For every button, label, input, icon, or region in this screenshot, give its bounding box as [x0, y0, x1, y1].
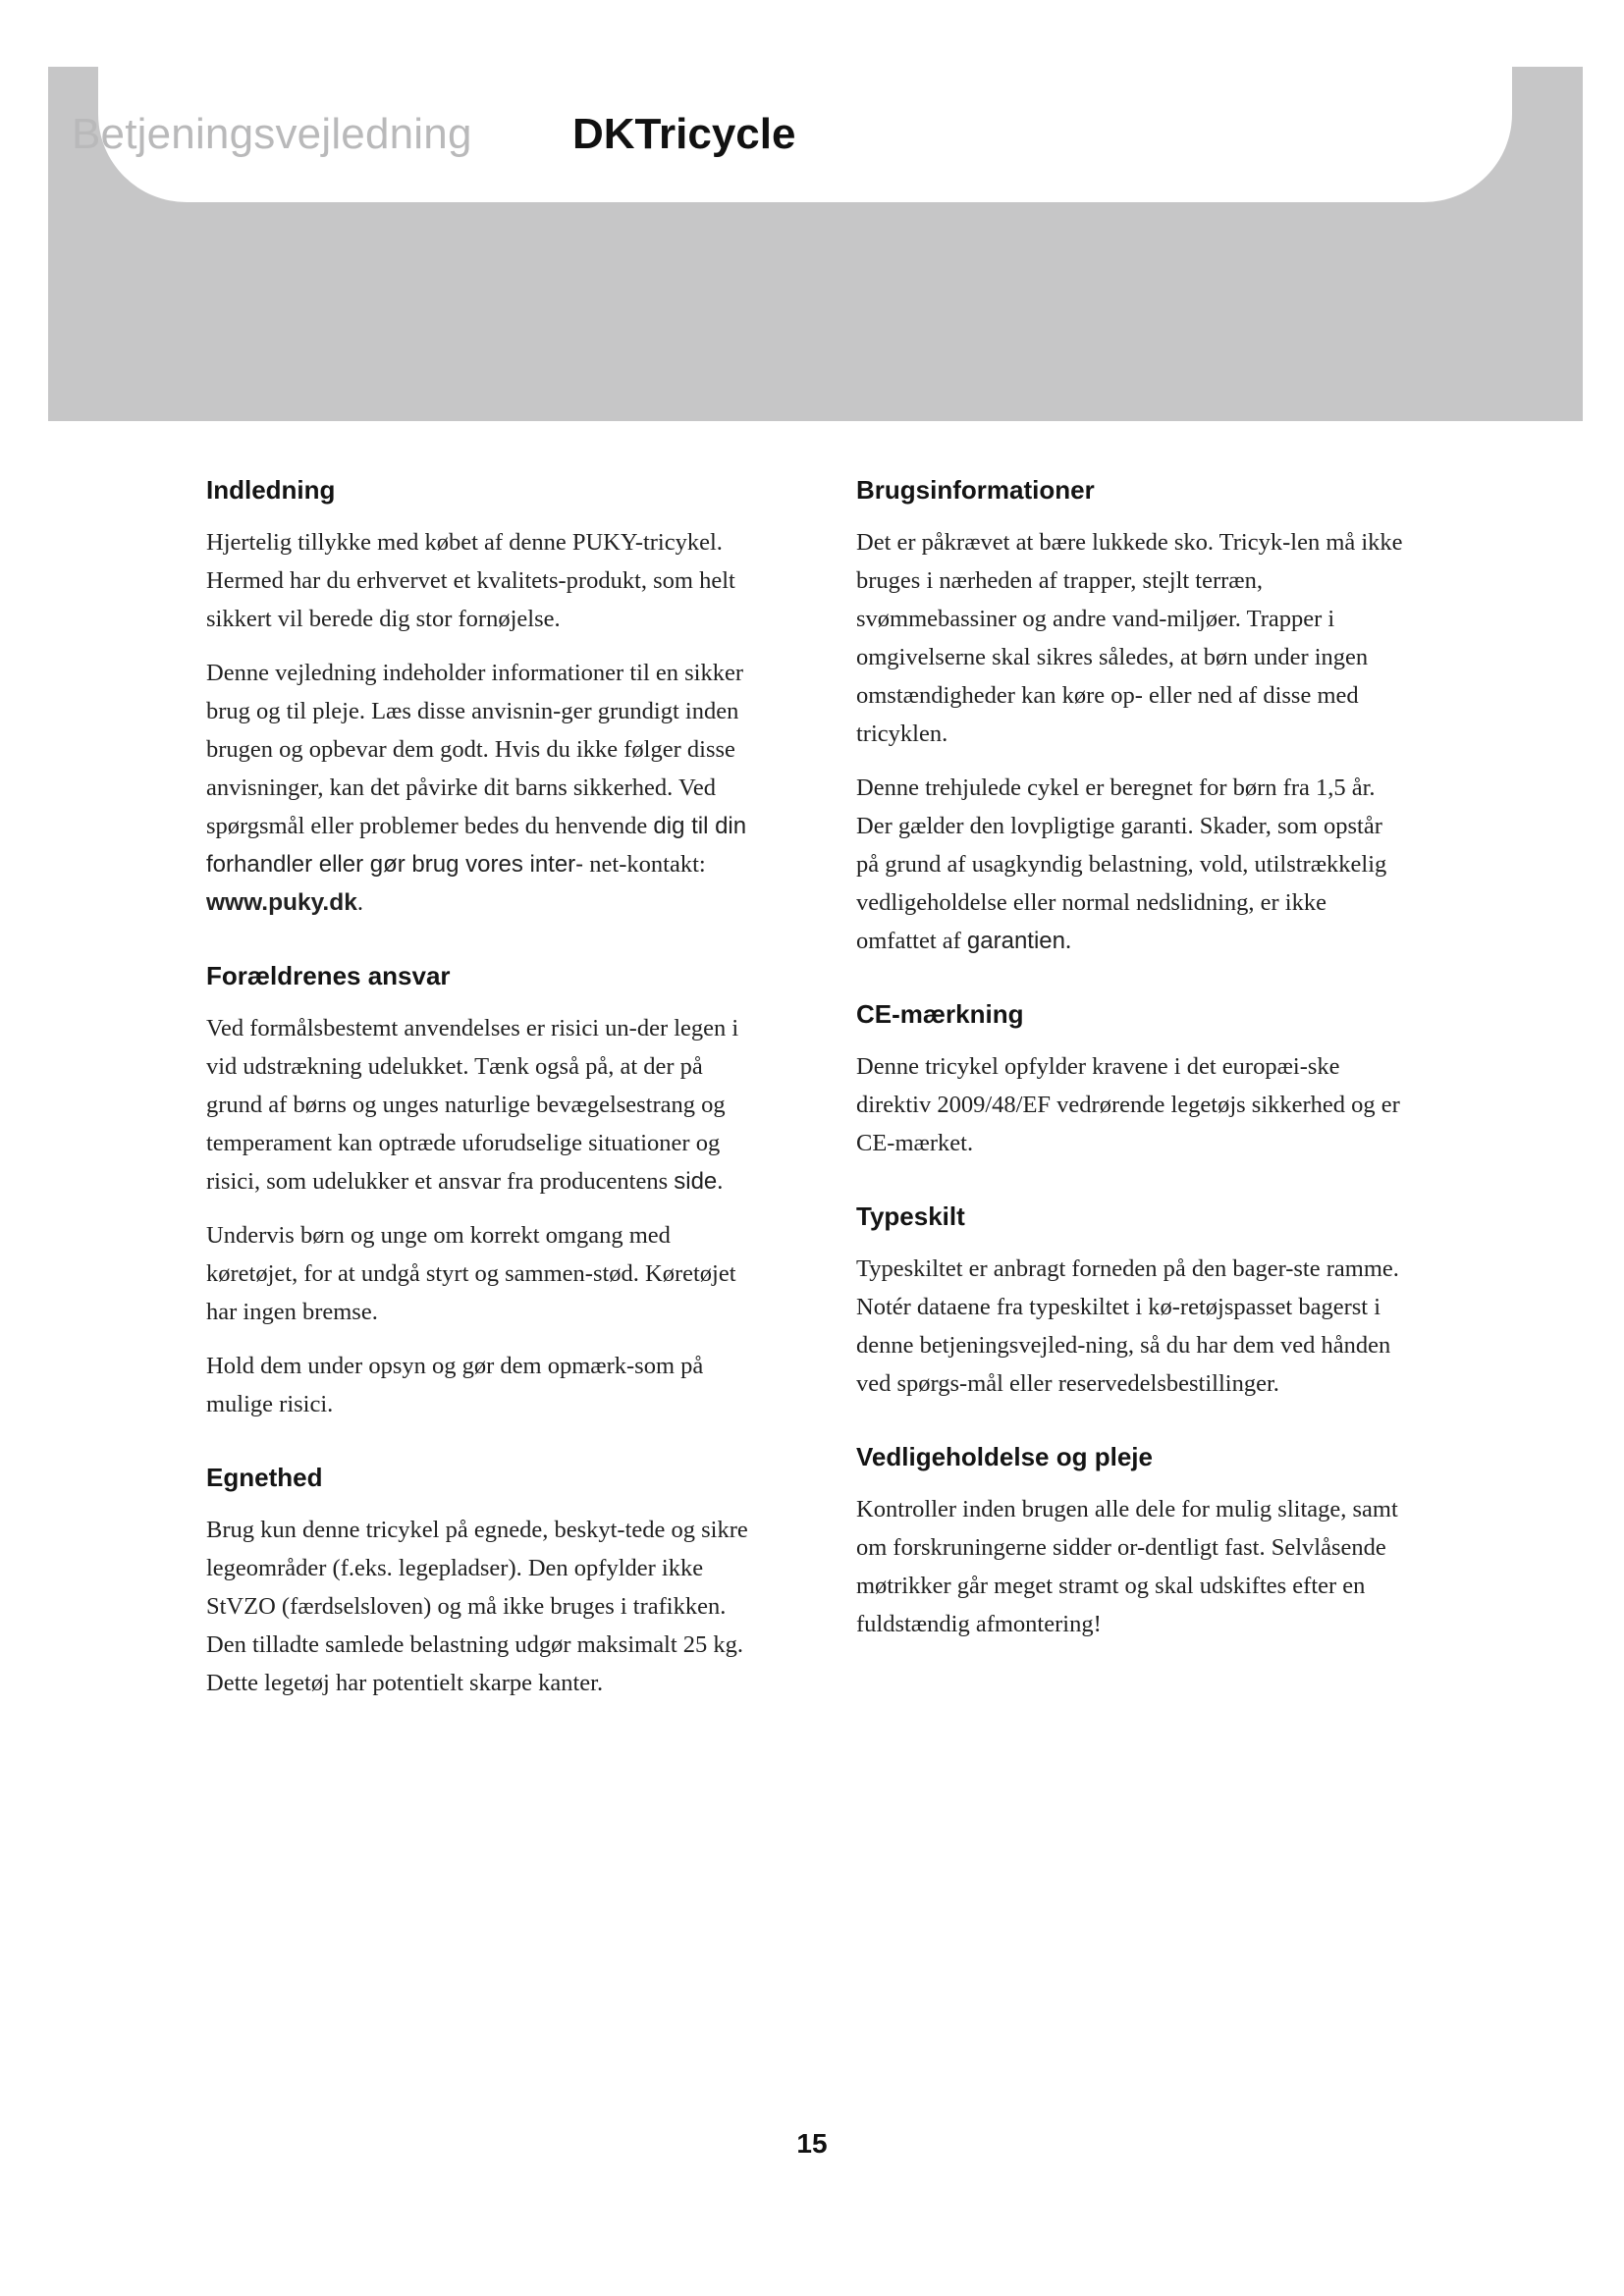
- ansvar-paragraph-1: [206, 1009, 756, 1201]
- section-typeskilt: [856, 1201, 1406, 1403]
- section-foraeldrenes-ansvar: [206, 961, 756, 1423]
- ansvar-p1-sans: side: [674, 1168, 718, 1195]
- heading-brugsinformationer: Brugsinformationer: [856, 475, 1095, 505]
- heading-ce-maerkning: CE-mærkning: [856, 999, 1024, 1029]
- vedligeholdelse-paragraph-1: Kontroller inden brugen alle dele for mulig slitage, samt om forskruningerne sidder or-dentligt fast. Selvlåsende møtrikker går meget stramt og skal udskiftes efter en fuldstændig afmontering!: [856, 1496, 1398, 1637]
- ansvar-paragraph-3: Hold dem under opsyn og gør dem opmærk-som på mulige risici.: [206, 1353, 704, 1417]
- section-egnethed: [206, 1463, 756, 1702]
- section-indledning: [206, 475, 756, 922]
- manual-title: Betjeningsvejledning: [72, 110, 472, 158]
- page-number: 15: [796, 2128, 828, 2159]
- section-brugsinformationer: [856, 475, 1406, 960]
- section-ce-maerkning: [856, 999, 1406, 1162]
- right-column: [856, 475, 1406, 1682]
- ansvar-p1-text: Ved formålsbestemt anvendelses er risici un-der legen i vid udstrækning udelukket. Tænk også på, at der på grund af børns og unges naturlige bevægelsestrang og temperament kan optræde uforudselige situationer og risici, som udelukker et ansvar fra producentens: [206, 1015, 739, 1195]
- indledning-paragraph-2: [206, 654, 756, 922]
- product-title: DKTricycle: [572, 110, 796, 158]
- indledning-paragraph-1: Hjertelig tillykke med købet af denne PUKY-tricykel. Hermed har du erhvervet et kvalitets-produkt, som helt sikkert vil berede dig stor fornøjelse.: [206, 529, 735, 632]
- ansvar-paragraph-2: Undervis børn og unge om korrekt omgang med køretøjet, for at undgå styrt og sammen-stød. Køretøjet har ingen bremse.: [206, 1222, 736, 1325]
- brugs-p2-end: .: [1065, 928, 1072, 954]
- heading-foraeldrenes-ansvar: Forældrenes ansvar: [206, 961, 451, 990]
- typeskilt-paragraph-1: Typeskiltet er anbragt forneden på den bager-ste ramme. Notér dataene fra typeskiltet i kø-retøjspasset bagerst i denne betjeningsvejled-ning, så du har dem ved hånden ved spørgs-mål eller reservedelsbestillinger.: [856, 1255, 1399, 1397]
- indledning-p2-prefix: net-kontakt:: [589, 851, 706, 878]
- ce-paragraph-1: Denne tricykel opfylder kravene i det europæi-ske direktiv 2009/48/EF vedrørende legetøjs sikkerhed og er CE-mærket.: [856, 1053, 1400, 1156]
- brugs-paragraph-1: Det er påkrævet at bære lukkede sko. Tricyk-len må ikke bruges i nærheden af trapper, stejlt terræn, svømmebassiner og andre vand-miljøer. Trapper i omgivelserne skal sikres således, at børn under ingen omstændigheder kan køre op- eller ned af disse med tricyklen.: [856, 529, 1403, 747]
- ansvar-p1-end: .: [717, 1168, 724, 1195]
- brugs-paragraph-2: [856, 769, 1406, 960]
- heading-vedligeholdelse: Vedligeholdelse og pleje: [856, 1442, 1153, 1471]
- indledning-p2-suffix: .: [356, 889, 363, 916]
- brugs-p2-text: Denne trehjulede cykel er beregnet for børn fra 1,5 år. Der gælder den lovpligtige garanti. Skader, som opstår på grund af usagkyndig belastning, vold, utilstrækkelig vedligeholdelse eller normal nedslidning, er ikke omfattet af: [856, 774, 1387, 954]
- puky-website-link[interactable]: www.puky.dk: [206, 889, 357, 916]
- egnethed-paragraph-1: Brug kun denne tricykel på egnede, beskyt-tede og sikre legeområder (f.eks. legepladser). Den opfylder ikke StVZO (færdselsloven) og må ikke bruges i trafikken. Den tilladte samlede belastning udgør maksimalt 25 kg. Dette legetøj har potentielt skarpe kanter.: [206, 1517, 748, 1696]
- heading-indledning: Indledning: [206, 475, 336, 505]
- left-column: [206, 475, 756, 1741]
- section-vedligeholdelse: [856, 1442, 1406, 1643]
- brugs-p2-sans: garantien: [966, 928, 1065, 954]
- heading-typeskilt: Typeskilt: [856, 1201, 965, 1231]
- indledning-p2-text: Denne vejledning indeholder informationer til en sikker brug og til pleje. Læs disse anvisnin-ger grundigt inden brugen og opbevar dem godt. Hvis du ikke følger disse anvisninger, kan det påvirke dit barns sikkerhed. Ved spørgsmål eller problemer bedes du henvende: [206, 660, 744, 839]
- heading-egnethed: Egnethed: [206, 1463, 323, 1492]
- indledning-p2-sans: dig til din forhandler eller gør brug vores inter-: [206, 813, 747, 878]
